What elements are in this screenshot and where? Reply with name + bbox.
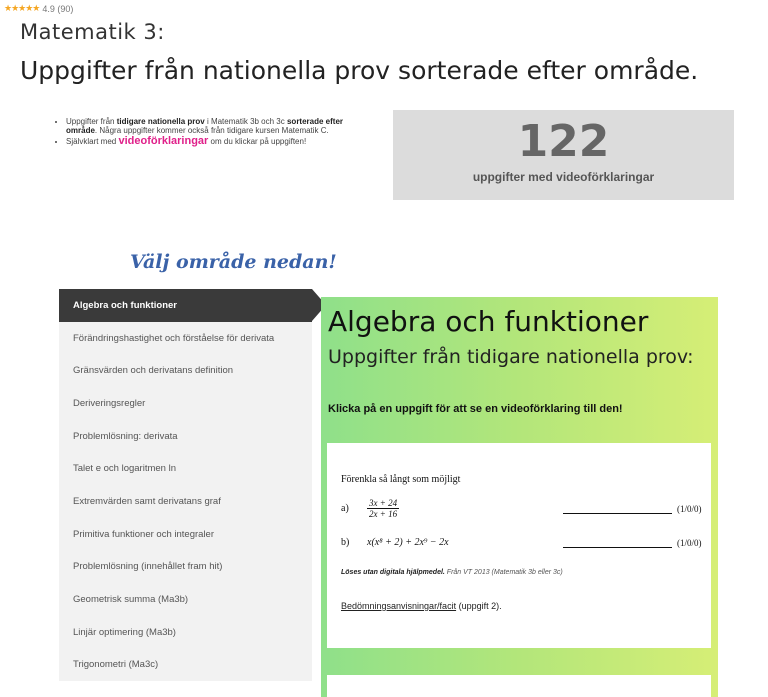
area-menu [59, 289, 312, 681]
menu-item-primitiva-funktioner[interactable]: Primitiva funktioner och integraler [73, 528, 214, 540]
task-count: 122 [517, 116, 610, 167]
task-label-a: a) [341, 503, 349, 514]
task-prompt: Förenkla så långt som möjligt [341, 474, 461, 485]
intro-text: Självklart med [66, 137, 119, 146]
content-instruction: Klicka på en uppgift för att se en videoförklaring till den! [328, 403, 623, 415]
page-title: Uppgifter från nationella prov sorterade efter område. [20, 56, 699, 85]
fraction-denominator: 2x + 16 [369, 509, 398, 519]
course-label: Matematik 3: [20, 20, 165, 44]
content-title: Algebra och funktioner [328, 305, 649, 338]
intro-text: i Matematik 3b och 3c [204, 117, 287, 126]
task-card[interactable] [327, 675, 711, 697]
task-fraction [367, 498, 399, 519]
content-subtitle: Uppgifter från tidigare nationella prov: [328, 346, 694, 368]
task-row-a [341, 498, 399, 519]
facit-text: (uppgift 2). [456, 601, 502, 611]
task-card[interactable] [327, 443, 711, 648]
facit-line [341, 601, 502, 611]
source-bold: Löses utan digitala hjälpmedel. [341, 569, 445, 576]
task-label-b: b) [341, 537, 350, 548]
fraction-numerator: 3x + 24 [369, 498, 398, 508]
intro-text: . Några uppgifter kommer också från tidigare kursen Matematik C. [94, 126, 329, 135]
intro-item [66, 117, 366, 135]
task-points-a: (1/0/0) [677, 504, 702, 514]
menu-item-geometrisk-summa[interactable]: Geometrisk summa (Ma3b) [73, 594, 189, 606]
intro-bold: sorterade efter område [66, 117, 344, 135]
menu-item-trigonometri[interactable]: Trigonometri (Ma3c) [73, 659, 159, 671]
video-explanations-link[interactable]: videoförklaringar [118, 135, 209, 147]
content-panel [321, 297, 718, 697]
intro-item [66, 137, 366, 146]
rating [4, 3, 73, 14]
menu-item-problemlosning[interactable]: Problemlösning (innehållet fram hit) [73, 561, 223, 573]
star-rating-icon: ★★★★★ [4, 3, 40, 13]
answer-line [563, 513, 672, 514]
menu-item-algebra[interactable]: Algebra och funktioner [59, 289, 312, 322]
task-count-label: uppgifter med videoförklaringar [472, 170, 655, 184]
intro-text: Uppgifter från [66, 117, 117, 126]
menu-item-extremvarden[interactable]: Extremvärden samt derivatans graf [73, 495, 221, 507]
menu-item-problemlosning-derivata[interactable]: Problemlösning: derivata [73, 430, 178, 442]
intro-list [66, 117, 366, 148]
menu-item-forandringshastighet[interactable]: Förändringshastighet och förståelse för derivata [73, 332, 275, 344]
task-counter-box [393, 110, 734, 200]
source-text: Från VT 2013 (Matematik 3b eller 3c) [444, 569, 563, 576]
answer-line [563, 547, 672, 548]
task-points-b: (1/0/0) [677, 538, 702, 548]
menu-item-linjar-optimering[interactable]: Linjär optimering (Ma3b) [73, 626, 176, 638]
facit-link[interactable]: Bedömningsanvisningar/facit [341, 601, 457, 611]
intro-text: om du klickar på uppgiften! [208, 137, 307, 146]
rating-text: 4.9 (90) [42, 3, 74, 14]
task-expression: x(x⁸ + 2) + 2x⁹ − 2x [367, 537, 449, 548]
task-row-b [341, 537, 449, 548]
task-source [341, 569, 563, 576]
menu-item-talet-e[interactable]: Talet e och logaritmen ln [73, 463, 176, 475]
menu-item-deriveringsregler[interactable]: Deriveringsregler [73, 397, 146, 409]
intro-bold: tidigare nationella prov [116, 117, 205, 126]
choose-area-heading: Välj område nedan! [130, 251, 337, 273]
menu-item-gransvarden[interactable]: Gränsvärden och derivatans definition [73, 365, 234, 377]
